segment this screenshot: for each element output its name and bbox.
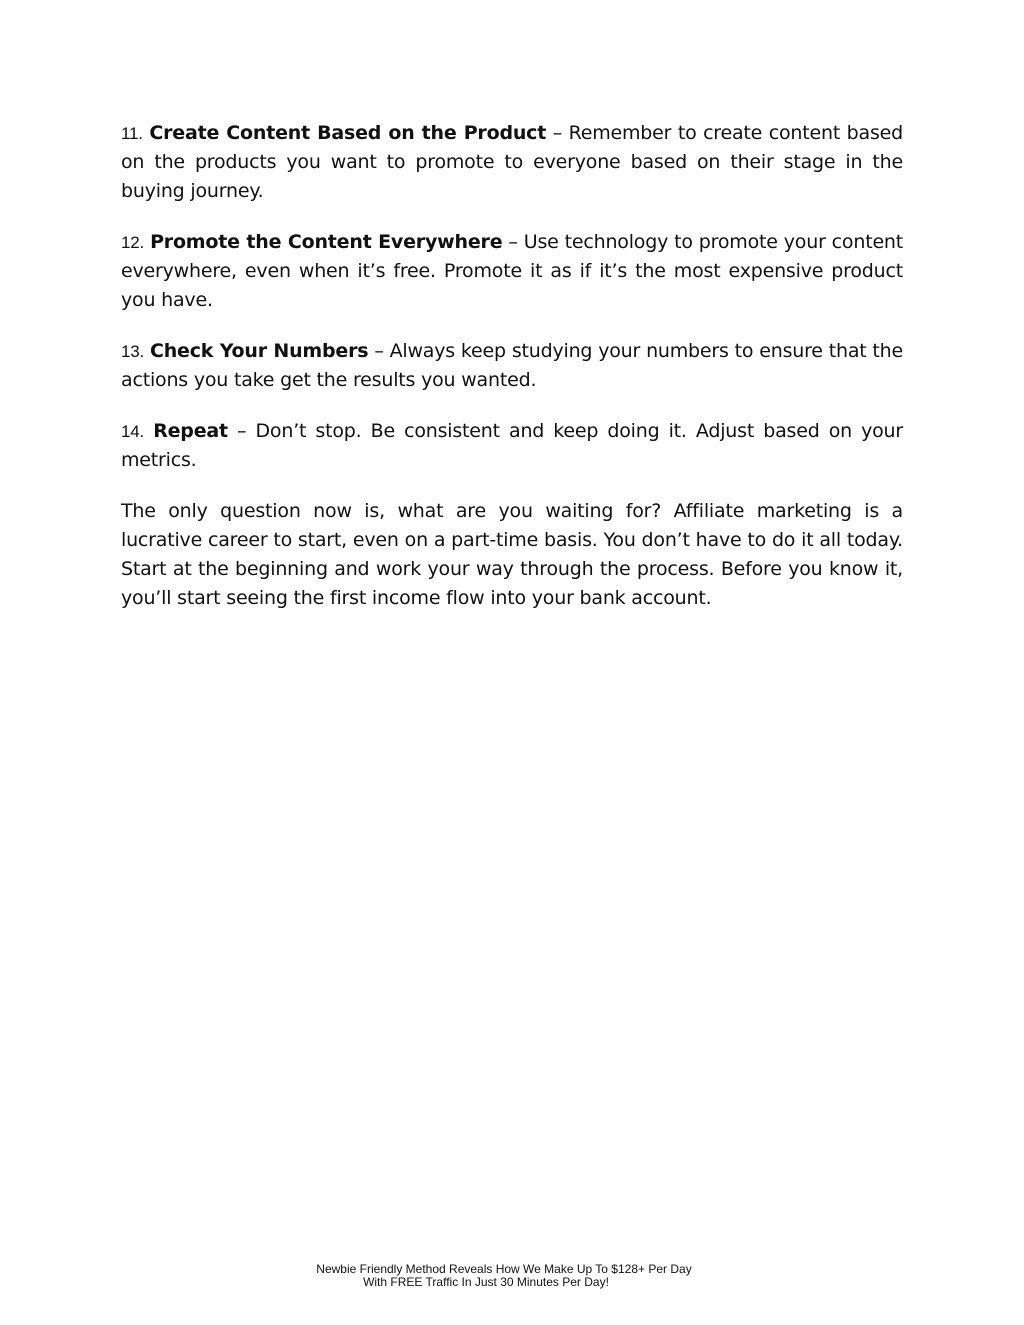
list-item-13 [121, 337, 903, 395]
item-text: Use technology to promote your content everywhere, even when it’s free. Promote it as if it’s the most expensive product you have. [121, 231, 904, 311]
item-number: 11. [121, 124, 143, 143]
item-separator: – [237, 420, 247, 442]
list-item-11 [121, 119, 903, 206]
item-number: 12. [121, 233, 145, 252]
footer [0, 1263, 1008, 1289]
item-number: 14. [121, 422, 145, 441]
item-title: Promote the Content Everywhere [150, 231, 503, 253]
item-number: 13. [121, 342, 145, 361]
item-text: Don’t stop. Be consistent and keep doing it. Adjust based on your metrics. [121, 420, 904, 471]
item-title: Create Content Based on the Product [149, 122, 547, 144]
closing-paragraph: The only question now is, what are you waiting for? Affiliate marketing is a lucrative career to start, even on a part-time basis. You don’t have to do it all today. Start at the beginning and work your way through the process. Before you know it, you’ll start seeing the first income flow into your bank account. [121, 500, 903, 609]
list-item-14 [121, 417, 903, 475]
footer-line-1: Newbie Friendly Method Reveals How We Make Up To $128+ Per Day [316, 1262, 692, 1276]
item-text: Always keep studying your numbers to ensure that the actions you take get the results you wanted. [121, 340, 904, 391]
item-separator: – [552, 122, 562, 144]
item-title: Repeat [153, 420, 228, 442]
list-item-12 [121, 228, 903, 315]
item-text: Remember to create content based on the products you want to promote to everyone based on their stage in the buying journey. [121, 122, 903, 202]
footer-line-2: With FREE Traffic In Just 30 Minutes Per Day! [363, 1275, 609, 1289]
item-title: Check Your Numbers [149, 340, 369, 362]
item-separator: – [508, 231, 518, 253]
page-content [121, 119, 903, 635]
item-separator: – [374, 340, 384, 362]
